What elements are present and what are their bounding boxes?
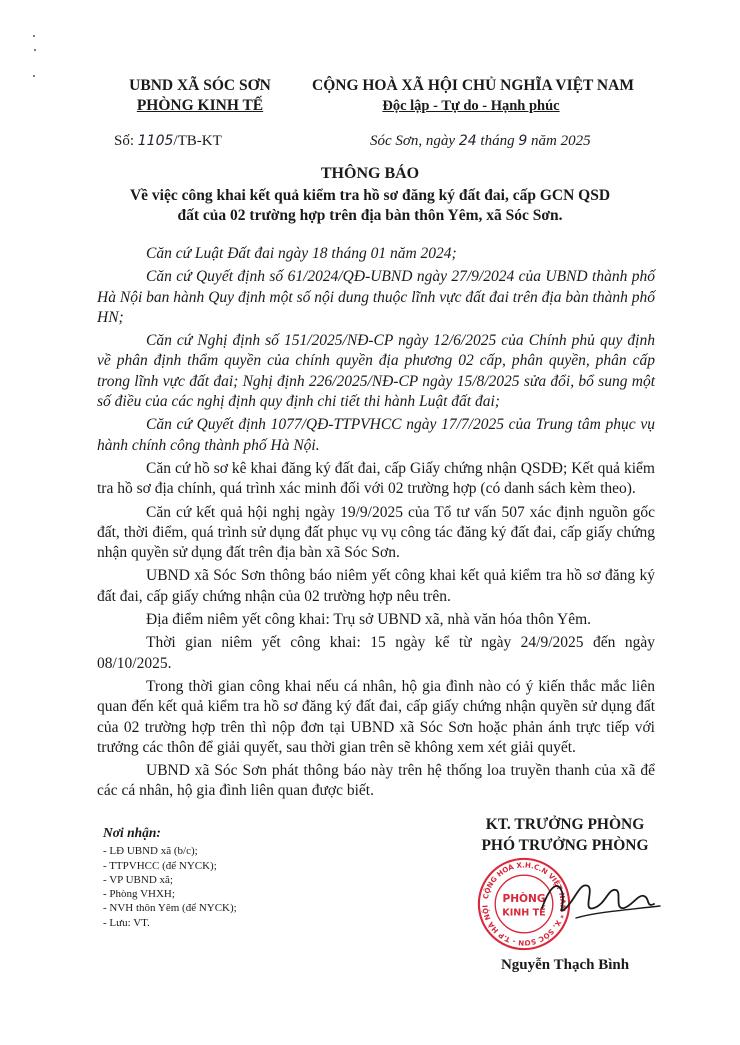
legal-basis-2: Căn cứ Quyết định số 61/2024/QĐ-UBND ngày 27/9/2024 của UBND thành phố Hà Nội ban hành Quy định một số nội dung thuộc lĩnh vực đất đai trên địa bàn thành phố HN; — [97, 268, 655, 326]
body-paragraph-8: Địa điểm niêm yết công khai: Trụ sở UBND xã, nhà văn hóa thôn Yêm. — [146, 611, 592, 629]
seal-center-line-2: KINH TẾ — [502, 907, 546, 919]
doc-number-prefix: Số: — [114, 133, 138, 149]
document-body — [97, 244, 655, 805]
signer-authority: KT. TRƯỞNG PHÒNG — [485, 816, 645, 833]
body-paragraph-10: Trong thời gian công khai nếu cá nhân, hộ gia đình nào có ý kiến thắc mắc liên quan đến kết quả kiểm tra hồ sơ đăng ký đất đai, cấp giấy chứng nhận quyền sử dụng đất của 02 trường hợp trên thì nộp đơn tại UBND xã Sóc Sơn hoặc phản ánh trực tiếp với trưởng các thôn để giải quyết, sau thời gian trên sẽ không xem xét giải quyết. — [97, 677, 655, 756]
date-part-2: tháng — [476, 133, 519, 149]
recipient-item: - Phòng VHXH; — [103, 888, 175, 901]
national-motto: Độc lập - Tự do - Hạnh phúc — [382, 98, 560, 114]
national-heading — [312, 76, 634, 116]
date-part-1: Sóc Sơn, ngày — [370, 133, 459, 149]
document-subtitle — [100, 186, 640, 226]
recipients-title: Nơi nhận: — [103, 825, 161, 840]
doc-number-handwritten: 1105 — [137, 133, 174, 149]
date-day: 24 — [458, 133, 477, 149]
legal-basis-4: Căn cứ Quyết định 1077/QĐ-TTPVHCC ngày 17/7/2025 của Trung tâm phục vụ hành chính công thành phố Hà Nội. — [97, 416, 655, 454]
signer-position: PHÓ TRƯỞNG PHÒNG — [481, 837, 649, 854]
subtitle-line-1: Về việc công khai kết quả kiểm tra hồ sơ đăng ký đất đai, cấp GCN QSD — [129, 187, 611, 204]
nation-name: CỘNG HOÀ XÃ HỘI CHỦ NGHĨA VIỆT NAM — [312, 77, 634, 94]
document-number — [114, 133, 222, 150]
recipient-item: - Lưu: VT. — [103, 916, 150, 929]
org-line-1: UBND XÃ SÓC SƠN — [129, 77, 271, 94]
recipient-item: - TTPVHCC (để NYCK); — [103, 859, 217, 872]
recipient-item: - VP UBND xã; — [103, 873, 173, 886]
body-paragraph-5: Căn cứ hồ sơ kê khai đăng ký đất đai, cấp Giấy chứng nhận QSDĐ; Kết quả kiểm tra hồ sơ địa chính, quá trình xác minh đối với 02 trường hợp (có danh sách kèm theo). — [97, 459, 655, 498]
recipient-item: - LĐ UBND xã (b/c); — [103, 845, 198, 858]
legal-basis-1: Căn cứ Luật Đất đai ngày 18 tháng 01 năm 2024; — [146, 245, 457, 262]
signature-block — [450, 814, 680, 856]
issuing-organization — [100, 76, 300, 116]
subtitle-line-2: đất của 02 trường hợp trên địa bàn thôn Yêm, xã Sóc Sơn. — [177, 207, 563, 224]
legal-basis-3: Căn cứ Nghị định số 151/2025/NĐ-CP ngày 12/6/2025 của Chính phủ quy định về phân định thẩm quyền của chính quyền địa phương 02 cấp, phân quyền, phân cấp trong lĩnh vực đất đai; Nghị định 226/2025/NĐ-CP ngày 15/8/2025 sửa đổi, bổ sung một số điều của các nghị định quy định chi tiết thi hành Luật đất đai; — [97, 332, 655, 411]
document-title: THÔNG BÁO — [320, 165, 420, 182]
body-paragraph-6: Căn cứ kết quả hội nghị ngày 19/9/2025 của Tổ tư vấn 507 xác định nguồn gốc đất, thời điểm, quá trình sử dụng đất phục vụ vụ công tác đăng ký đất đai, cấp giấy chứng nhận quyền sử dụng đất trên địa bàn xã Sóc Sơn. — [97, 503, 655, 562]
org-line-2: PHÒNG KINH TẾ — [136, 97, 264, 114]
margin-marks — [30, 28, 40, 88]
body-paragraph-11: UBND xã Sóc Sơn phát thông báo này trên hệ thống loa truyền thanh của xã để các cá nhân, hộ gia đình liên quan được biết. — [97, 762, 655, 800]
body-paragraph-9: Thời gian niêm yết công khai: 15 ngày kể từ ngày 24/9/2025 đến ngày 08/10/2025. — [97, 634, 655, 672]
seal-center-line-1: PHÒNG — [502, 893, 546, 906]
recipient-item: - NVH thôn Yêm (để NYCK); — [103, 902, 237, 915]
date-part-3: năm 2025 — [527, 133, 591, 149]
recipients-list — [103, 826, 353, 930]
issue-date — [370, 133, 591, 150]
doc-number-suffix: /TB-KT — [173, 133, 222, 149]
handwritten-signature — [536, 868, 666, 928]
signer-name: Nguyễn Thạch Bình — [500, 957, 630, 973]
date-month: 9 — [518, 133, 528, 149]
seal-ring-text: CỘNG HOÀ X.H.C.N VIỆT NAM * X. SÓC SƠN - T.P HÀ NỘI — [480, 860, 568, 948]
body-paragraph-7: UBND xã Sóc Sơn thông báo niêm yết công khai kết quả kiểm tra hồ sơ đăng ký đất đai, cấp giấy chứng nhận của 02 trường hợp nêu trên. — [97, 567, 655, 605]
